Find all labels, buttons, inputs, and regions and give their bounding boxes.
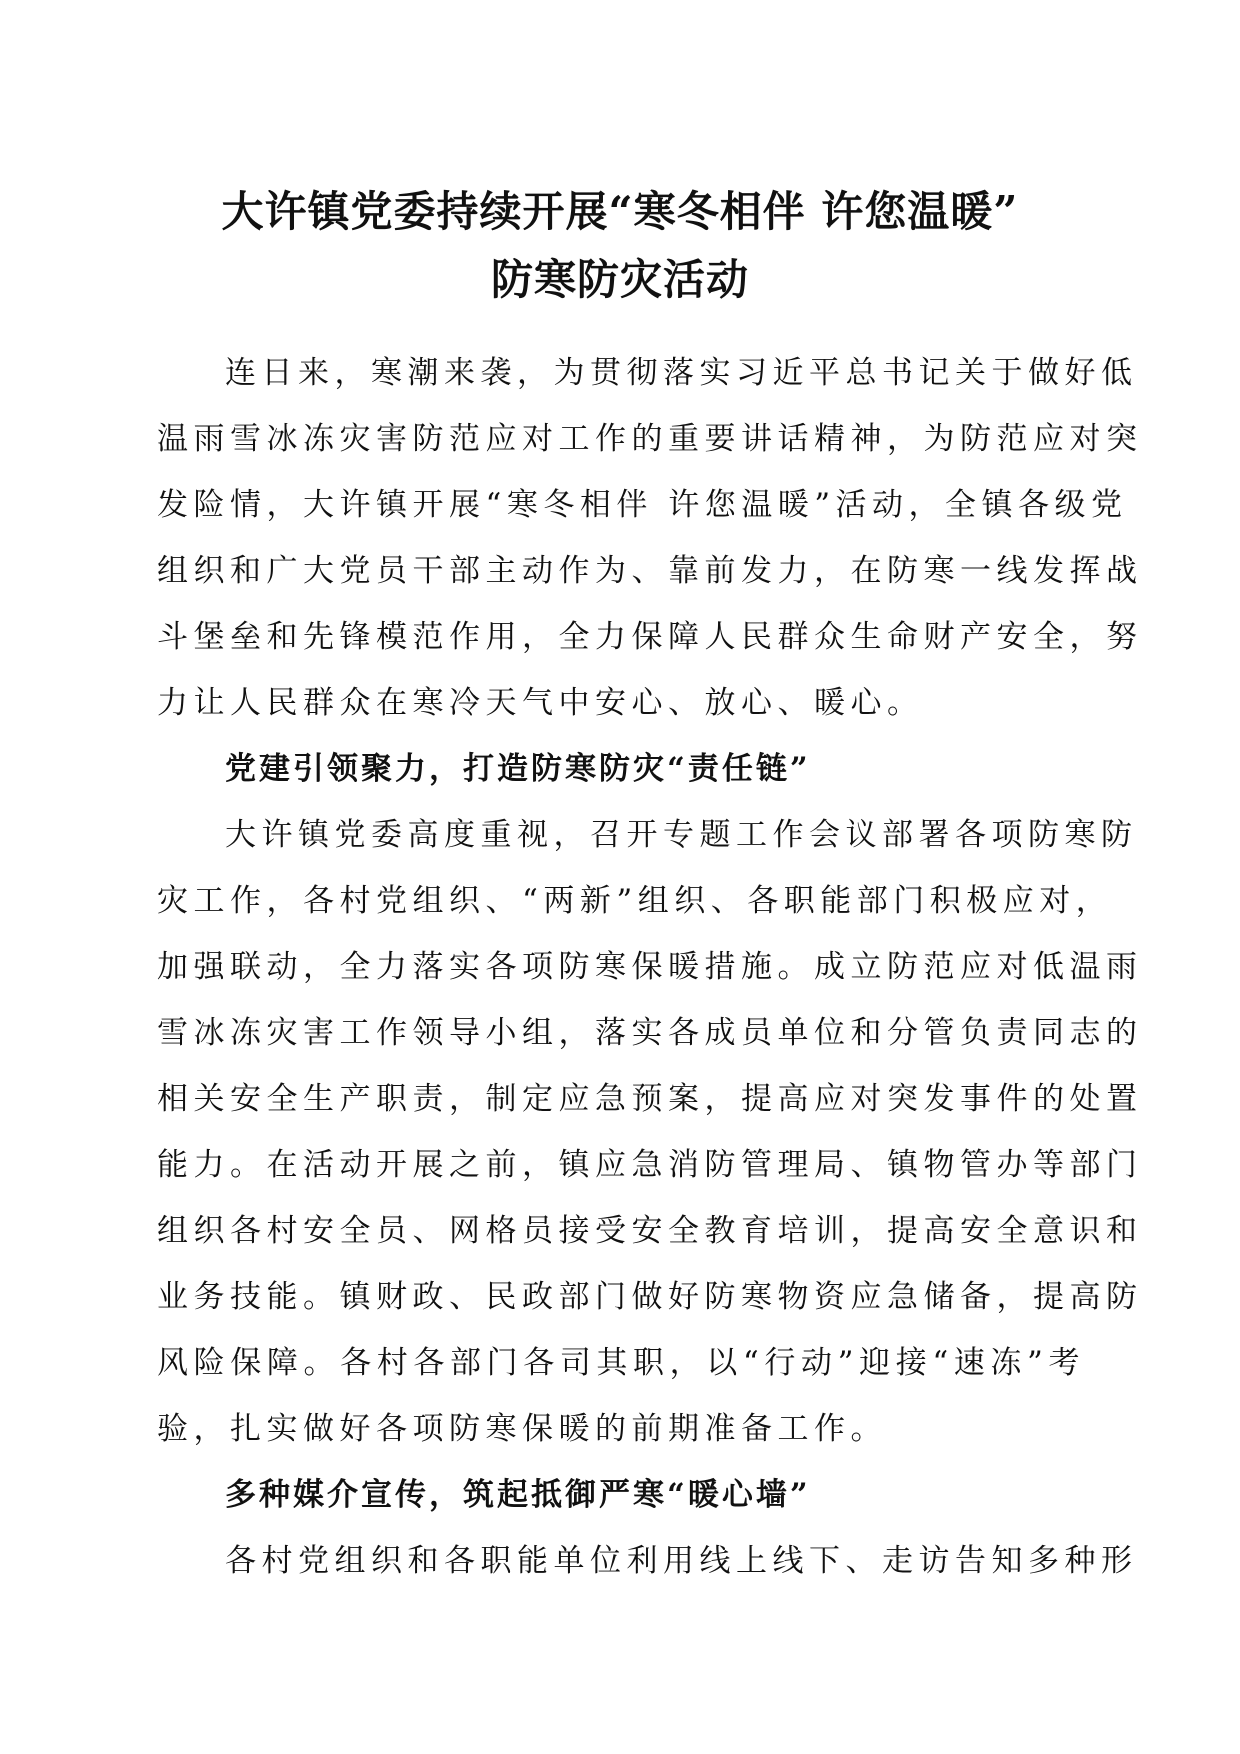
- paragraph-2-line-4: 雪冰冻灾害工作领导小组，落实各成员单位和分管负责同志的: [157, 1015, 1143, 1051]
- paragraph-2-line-1: 大许镇党委高度重视，召开专题工作会议部署各项防寒防: [225, 817, 1138, 853]
- section-heading-1: 党建引领聚力，打造防寒防灾“责任链”: [225, 751, 811, 787]
- paragraph-2-line-7: 组织各村安全员、网格员接受安全教育培训，提高安全意识和: [157, 1213, 1143, 1249]
- document-title-line-1: 大许镇党委持续开展“寒冬相伴 许您温暖”: [221, 187, 1019, 236]
- paragraph-2-line-8: 业务技能。镇财政、民政部门做好防寒物资应急储备，提高防: [157, 1279, 1143, 1315]
- paragraph-2-line-2: 灾工作，各村党组织、“两新”组织、各职能部门积极应对，: [157, 883, 1113, 919]
- paragraph-1-line-4: 组织和广大党员干部主动作为、靠前发力，在防寒一线发挥战: [157, 553, 1143, 589]
- paragraph-2-line-9: 风险保障。各村各部门各司其职，以“行动”迎接“速冻”考: [157, 1345, 1085, 1381]
- document-body: [157, 340, 1143, 1594]
- document-title-line-2: 防寒防灾活动: [490, 255, 749, 304]
- paragraph-1-line-6: 力让人民群众在寒冷天气中安心、放心、暖心。: [157, 685, 924, 721]
- paragraph-1-line-3: 发险情，大许镇开展“寒冬相伴 许您温暖”活动，全镇各级党: [157, 487, 1128, 523]
- paragraph-2-line-10: 验，扎实做好各项防寒保暖的前期准备工作。: [157, 1411, 887, 1447]
- paragraph-2-line-3: 加强联动，全力落实各项防寒保暖措施。成立防范应对低温雨: [157, 949, 1143, 985]
- paragraph-1-line-5: 斗堡垒和先锋模范作用，全力保障人民群众生命财产安全，努: [157, 619, 1143, 655]
- paragraph-1-line-2: 温雨雪冰冻灾害防范应对工作的重要讲话精神，为防范应对突: [157, 421, 1143, 457]
- paragraph-1-line-1: 连日来，寒潮来袭，为贯彻落实习近平总书记关于做好低: [225, 355, 1138, 391]
- paragraph-2-line-5: 相关安全生产职责，制定应急预案，提高应对突发事件的处置: [157, 1081, 1143, 1117]
- paragraph-3-line-1: 各村党组织和各职能单位利用线上线下、走访告知多种形: [225, 1543, 1138, 1579]
- paragraph-2-line-6: 能力。在活动开展之前，镇应急消防管理局、镇物管办等部门: [157, 1147, 1143, 1183]
- section-heading-2: 多种媒介宣传，筑起抵御严寒“暖心墙”: [225, 1477, 811, 1513]
